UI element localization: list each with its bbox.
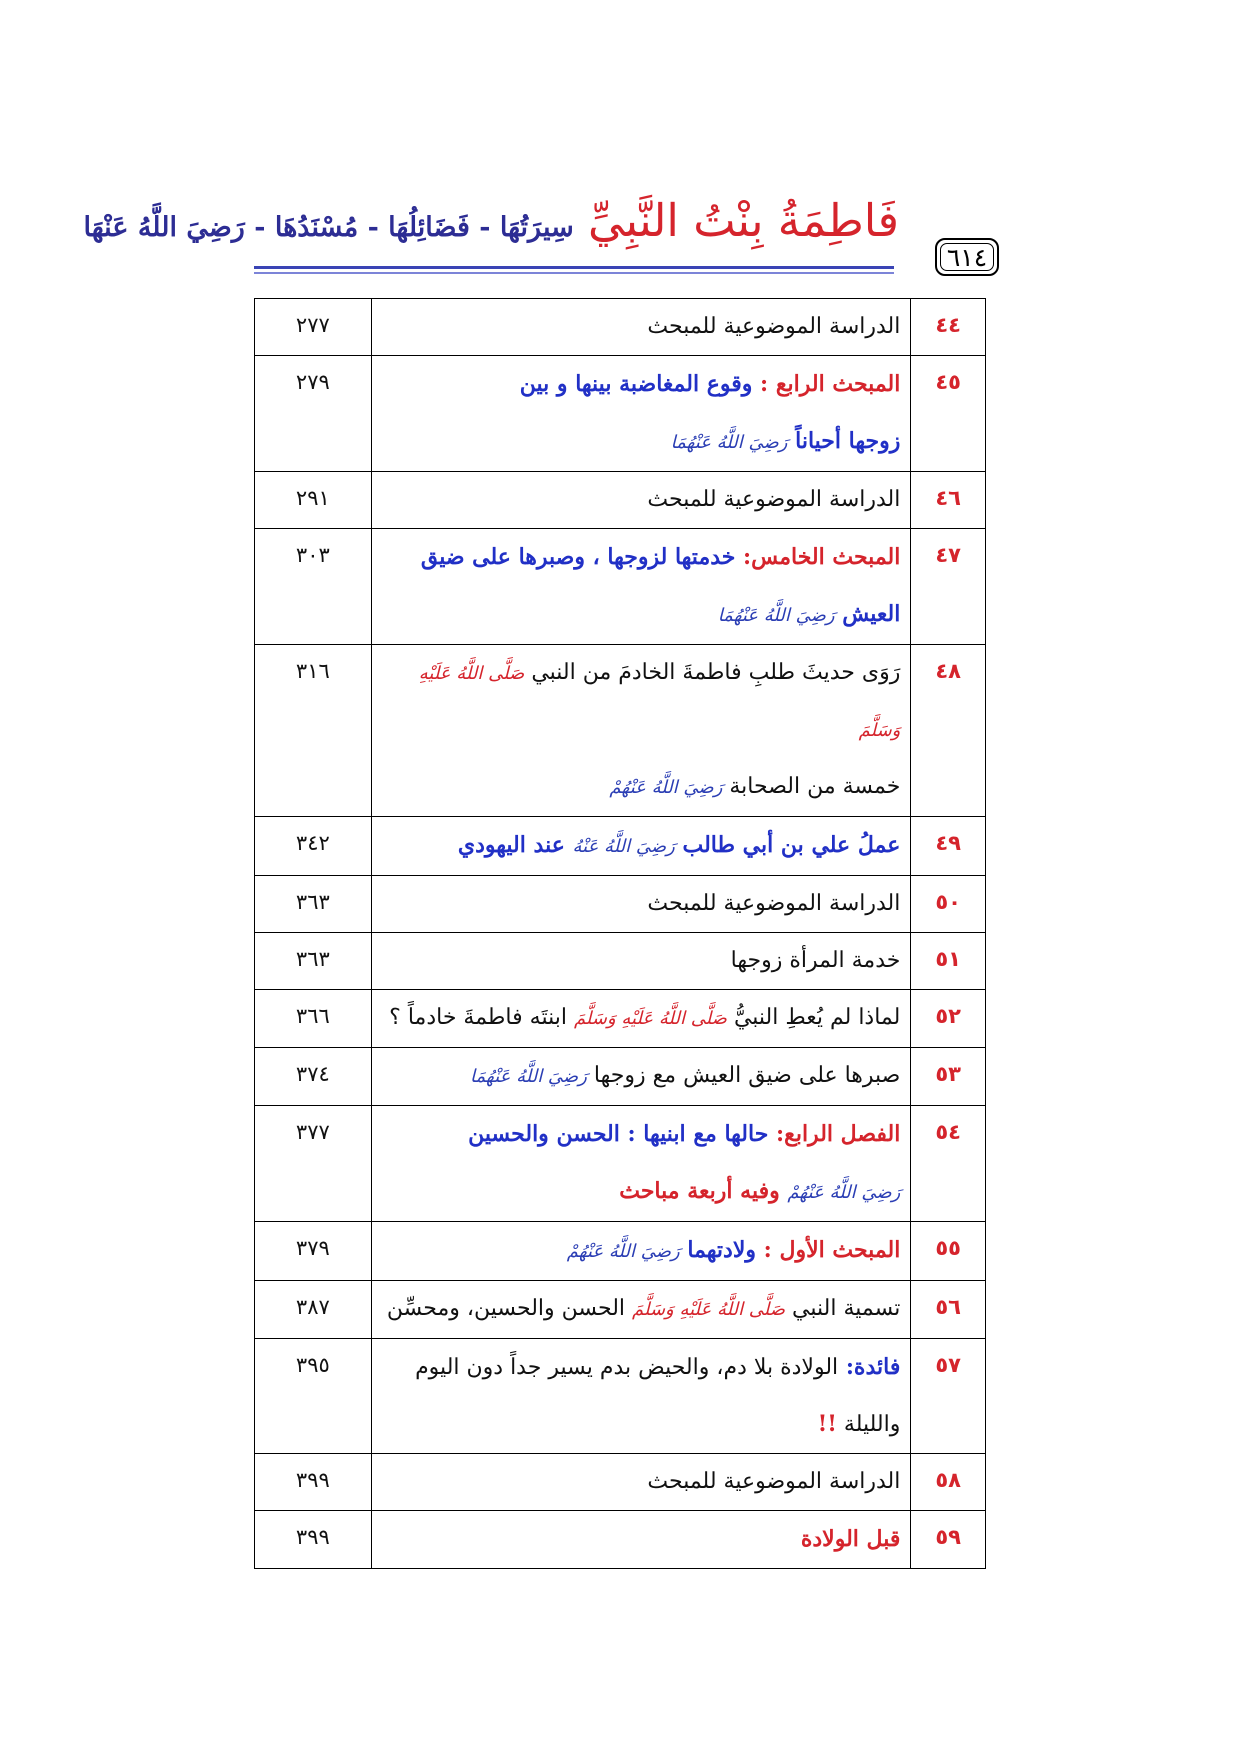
entry-title-text: المبحث الرابع : (752, 371, 901, 397)
entry-title-line (382, 299, 901, 355)
table-row (255, 817, 986, 876)
table-row (255, 1106, 986, 1222)
table-row (255, 933, 986, 990)
entry-title-line (382, 990, 901, 1047)
entry-title-text: خدمة المرأة زوجها (730, 948, 901, 973)
table-row (255, 1048, 986, 1106)
entry-title-text: الدراسة الموضوعية للمبحث (647, 314, 901, 339)
entry-title-text: وقوع المغاضبة بينها و بين (519, 371, 753, 397)
entry-title (371, 472, 911, 529)
entry-title-text: الدراسة الموضوعية للمبحث (647, 487, 901, 512)
entry-title-line (382, 1454, 901, 1510)
entry-title-line (382, 1048, 901, 1105)
table-of-contents (254, 298, 986, 1569)
entry-title (371, 1454, 911, 1511)
entry-page-number: ٣٦٦ (255, 990, 372, 1048)
entry-title-line (382, 1511, 901, 1568)
entry-title-text: رَضِيَ اللَّهُ عَنْهُمْ (609, 777, 723, 798)
entry-number: ٥٩ (911, 1511, 986, 1569)
header-rule (254, 266, 894, 269)
entry-title (371, 356, 911, 472)
entry-title-text: صَلَّى اللَّهُ عَلَيْهِ وَسَلَّمَ (632, 1299, 786, 1320)
entry-page-number: ٣٧٤ (255, 1048, 372, 1106)
book-title (83, 193, 899, 256)
entry-title-line (382, 645, 901, 759)
entry-title-line (382, 1222, 901, 1280)
entry-title-text: رَوَى حديثَ طلبِ فاطمةَ الخادمَ من النبي (524, 660, 901, 685)
entry-page-number: ٢٧٧ (255, 299, 372, 356)
entry-title (371, 990, 911, 1048)
entry-title-text: عند اليهودي (457, 832, 573, 858)
entry-title-text: رَضِيَ اللَّهُ عَنْهُمْ (787, 1182, 901, 1203)
entry-title-line (382, 472, 901, 528)
entry-page-number: ٣٨٧ (255, 1281, 372, 1339)
table-row (255, 990, 986, 1048)
entry-title-line (382, 529, 901, 586)
entry-title-text: الفصل الرابع: (768, 1121, 901, 1147)
entry-title-line (382, 1339, 901, 1396)
entry-page-number: ٣٩٥ (255, 1339, 372, 1454)
entry-title (371, 1339, 911, 1454)
entry-title-line (382, 933, 901, 989)
book-title-main: فَاطِمَةُ بِنْتُ النَّبِيِّ (588, 194, 899, 247)
entry-page-number: ٣٩٩ (255, 1454, 372, 1511)
entry-title-text: زوجها أحياناً (787, 428, 901, 454)
entry-title-text: رَضِيَ اللَّهُ عَنْهُمْ (566, 1241, 680, 1262)
entry-title-text: العيش (834, 601, 901, 627)
entry-number: ٤٧ (911, 529, 986, 645)
entry-title-line (382, 413, 901, 471)
entry-title-line (382, 586, 901, 644)
table-row (255, 356, 986, 472)
entry-page-number: ٣٧٧ (255, 1106, 372, 1222)
entry-number: ٤٦ (911, 472, 986, 529)
entry-title-text: رَضِيَ اللَّهُ عَنْهُمَا (470, 1066, 587, 1087)
table-row (255, 876, 986, 933)
entry-title-text: عملُ علي بن أبي طالب (674, 832, 901, 858)
entry-number: ٥٣ (911, 1048, 986, 1106)
entry-title-line (382, 1106, 901, 1163)
entry-title-text: الولادة بلا دم، والحيض بدم يسير جداً دون اليوم (415, 1355, 839, 1380)
entry-page-number: ٣٧٩ (255, 1222, 372, 1281)
entry-title-text: خدمتها لزوجها ، وصبرها على ضيق (420, 544, 736, 570)
table-row (255, 1511, 986, 1569)
entry-title (371, 1106, 911, 1222)
entry-title (371, 1222, 911, 1281)
entry-title-line (382, 817, 901, 875)
book-title-subtitle: سِيرَتُهَا - فَضَائِلُهَا - مُسْنَدُهَا - رَضِيَ اللَّهُ عَنْهَا (83, 212, 574, 243)
entry-title-text: تسمية النبي (785, 1296, 901, 1321)
entry-title-line (382, 876, 901, 932)
entry-title-text: صبرها على ضيق العيش مع زوجها (586, 1063, 901, 1088)
entry-title-text: المبحث الخامس: (735, 544, 901, 570)
entry-title-line (382, 1281, 901, 1338)
entry-page-number: ٣٩٩ (255, 1511, 372, 1569)
entry-title (371, 529, 911, 645)
entry-title-text: رَضِيَ اللَّهُ عَنْهُ (572, 836, 675, 857)
entry-title-text: خمسة من الصحابة (722, 774, 901, 799)
entry-title-line (382, 1396, 901, 1453)
entry-page-number: ٢٩١ (255, 472, 372, 529)
table-row (255, 299, 986, 356)
entry-page-number: ٣٦٣ (255, 933, 372, 990)
page-header (83, 185, 999, 281)
entry-title-text: !! (817, 1411, 837, 1437)
entry-title (371, 299, 911, 356)
entry-title (371, 1511, 911, 1569)
header-rule-secondary (254, 272, 894, 274)
entry-page-number: ٢٧٩ (255, 356, 372, 472)
entry-title-text: فائدة: (838, 1354, 901, 1380)
entry-number: ٤٤ (911, 299, 986, 356)
table-row (255, 472, 986, 529)
entry-page-number: ٣٠٣ (255, 529, 372, 645)
entry-title (371, 876, 911, 933)
entry-title-text: ابنتَه فاطمةَ خادماً ؟ (389, 1005, 574, 1030)
table-row (255, 1454, 986, 1511)
entry-number: ٥١ (911, 933, 986, 990)
entry-number: ٥٤ (911, 1106, 986, 1222)
table-row (255, 1339, 986, 1454)
entry-number: ٥٧ (911, 1339, 986, 1454)
entry-title-text: الدراسة الموضوعية للمبحث (647, 1469, 901, 1494)
table-row (255, 1222, 986, 1281)
entry-title-line (382, 1163, 901, 1221)
entry-number: ٥٢ (911, 990, 986, 1048)
entry-title-line (382, 759, 901, 816)
entry-title (371, 645, 911, 817)
entry-title (371, 1048, 911, 1106)
entry-title-text: رَضِيَ اللَّهُ عَنْهُمَا (717, 605, 835, 626)
entry-number: ٥٨ (911, 1454, 986, 1511)
page-number: ٦١٤ (935, 238, 999, 276)
table-row (255, 529, 986, 645)
entry-title-text: المبحث الأول : (756, 1237, 901, 1263)
table-row (255, 1281, 986, 1339)
entry-title (371, 933, 911, 990)
entry-title (371, 1281, 911, 1339)
entry-title-text: صَلَّى اللَّهُ عَلَيْهِ وَسَلَّمَ (418, 663, 901, 741)
entry-title-text: والليلة (836, 1412, 901, 1437)
entry-page-number: ٣٤٢ (255, 817, 372, 876)
entry-title-text: قبل الولادة (800, 1526, 901, 1552)
entry-page-number: ٣١٦ (255, 645, 372, 817)
entry-title-text: لماذا لم يُعطِ النبيُّ (726, 1005, 901, 1030)
entry-title-text: ولادتهما (679, 1237, 757, 1263)
entry-title-text: حالها مع ابنيها : الحسن والحسين (468, 1121, 769, 1147)
entry-title-text: صَلَّى اللَّهُ عَلَيْهِ وَسَلَّمَ (573, 1008, 727, 1029)
entry-title-text: رَضِيَ اللَّهُ عَنْهُمَا (670, 432, 788, 453)
entry-title-text: وفيه أربعة مباحث (619, 1178, 788, 1204)
entry-number: ٥٠ (911, 876, 986, 933)
entry-title-text: الحسن والحسين، ومحسِّن (386, 1296, 633, 1321)
entry-number: ٥٦ (911, 1281, 986, 1339)
entry-title (371, 817, 911, 876)
table-row (255, 645, 986, 817)
entry-title-line (382, 356, 901, 413)
entry-number: ٤٨ (911, 645, 986, 817)
entry-number: ٤٩ (911, 817, 986, 876)
entry-page-number: ٣٦٣ (255, 876, 372, 933)
entry-number: ٤٥ (911, 356, 986, 472)
entry-number: ٥٥ (911, 1222, 986, 1281)
entry-title-text: الدراسة الموضوعية للمبحث (647, 891, 901, 916)
